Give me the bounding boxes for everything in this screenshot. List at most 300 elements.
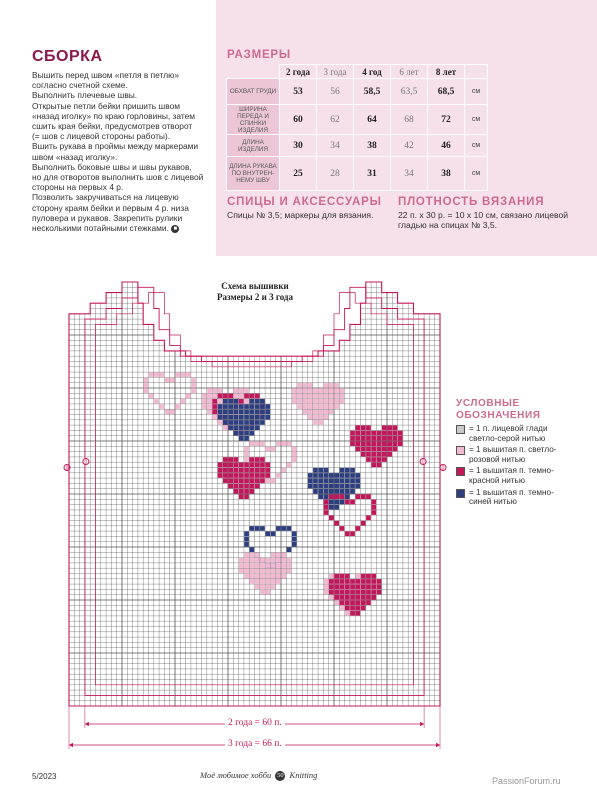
stitch-cell <box>313 404 318 409</box>
stitch-cell <box>250 420 255 425</box>
stitch-cell <box>255 584 260 589</box>
table-cell: 46 <box>428 135 465 157</box>
stitch-cell <box>313 399 318 404</box>
stitch-cell <box>345 606 350 611</box>
needles-title: СПИЦЫ И АКСЕССУАРЫ <box>227 196 382 208</box>
stitch-cell <box>356 473 361 478</box>
stitch-cell <box>244 436 249 441</box>
stitch-cell <box>281 553 286 558</box>
stitch-cell <box>340 579 345 584</box>
stitch-cell <box>324 489 329 494</box>
stitch-cell <box>292 447 297 452</box>
stitch-cell <box>250 558 255 563</box>
stitch-cell <box>255 468 260 473</box>
stitch-cell <box>255 420 260 425</box>
stitch-cell <box>223 468 228 473</box>
stitch-cell <box>303 404 308 409</box>
stitch-cell <box>271 574 276 579</box>
stitch-cell <box>382 431 387 436</box>
stitch-cell <box>345 600 350 605</box>
stitch-cell <box>345 590 350 595</box>
stitch-cell <box>218 388 223 393</box>
stitch-cell <box>387 447 392 452</box>
stitch-cell <box>334 404 339 409</box>
stitch-cell <box>239 478 244 483</box>
stitch-cell <box>239 563 244 568</box>
stitch-cell <box>297 383 302 388</box>
stitch-cell <box>371 510 376 515</box>
stitch-cell <box>345 579 350 584</box>
legend-swatch <box>456 446 465 455</box>
stitch-cell <box>334 399 339 404</box>
stitch-cell <box>340 394 345 399</box>
stitch-cell <box>366 425 371 430</box>
stitch-cell <box>265 447 270 452</box>
stitch-cell <box>281 468 286 473</box>
assembly-line: Вышить перед швом «петля в петлю» <box>32 70 180 80</box>
stitch-cell <box>244 494 249 499</box>
stitch-cell <box>297 399 302 404</box>
stitch-cell <box>334 388 339 393</box>
stitch-cell <box>260 478 265 483</box>
stitch-cell <box>303 388 308 393</box>
stitch-cell <box>191 388 196 393</box>
legend-text: = 1 п. лицевой глади <box>469 424 548 433</box>
stitch-cell <box>292 537 297 542</box>
stitch-cell <box>334 600 339 605</box>
legend-swatch <box>456 467 465 476</box>
stitch-cell <box>345 478 350 483</box>
stitch-cell <box>154 399 159 404</box>
stitch-cell <box>271 558 276 563</box>
legend-text: = 1 вышитая п. светло- <box>469 445 557 455</box>
stitch-cell <box>393 436 398 441</box>
stitch-cell <box>218 415 223 420</box>
stitch-cell <box>271 584 276 589</box>
stitch-cell <box>255 394 260 399</box>
assembly-line: Позволить закручиваться на лицевую <box>32 192 179 203</box>
stitch-cell <box>265 404 270 409</box>
stitch-cell <box>329 394 334 399</box>
stitch-cell <box>223 394 228 399</box>
stitch-cell <box>250 431 255 436</box>
stitch-cell <box>271 553 276 558</box>
stitch-cell <box>255 579 260 584</box>
stitch-cell <box>292 394 297 399</box>
stitch-cell <box>250 415 255 420</box>
stitch-cell <box>387 431 392 436</box>
stitch-cell <box>260 563 265 568</box>
stitch-cell <box>223 478 228 483</box>
stitch-cell <box>356 590 361 595</box>
stitch-cell <box>244 468 249 473</box>
stitch-cell <box>387 441 392 446</box>
stitch-cell <box>371 457 376 462</box>
dimension-3-years: 3 года = 66 п. <box>225 739 285 749</box>
stitch-cell <box>371 431 376 436</box>
stitch-cell <box>329 584 334 589</box>
stitch-cell <box>149 372 154 377</box>
stitch-cell <box>324 394 329 399</box>
stitch-cell <box>281 526 286 531</box>
stitch-cell <box>356 579 361 584</box>
stitch-cell <box>260 584 265 589</box>
stitch-cell <box>313 478 318 483</box>
stitch-cell <box>244 484 249 489</box>
stitch-cell <box>212 410 217 415</box>
stitch-cell <box>212 399 217 404</box>
stitch-cell <box>265 590 270 595</box>
stitch-cell <box>340 606 345 611</box>
stitch-cell <box>318 388 323 393</box>
magazine-name: Моё любимое хобби <box>200 770 272 780</box>
stitch-cell <box>239 404 244 409</box>
stitch-cell <box>350 484 355 489</box>
stitch-cell <box>324 484 329 489</box>
stitch-cell <box>361 452 366 457</box>
stitch-cell <box>244 537 249 542</box>
stitch-cell <box>345 468 350 473</box>
stitch-cell <box>318 473 323 478</box>
stitch-cell <box>228 478 233 483</box>
stitch-cell <box>334 521 339 526</box>
stitch-cell <box>250 468 255 473</box>
stitch-cell <box>244 553 249 558</box>
unit-cell: см <box>465 157 488 191</box>
stitch-cell <box>377 579 382 584</box>
stitch-cell <box>308 404 313 409</box>
stitch-cell <box>377 441 382 446</box>
stitch-cell <box>329 473 334 478</box>
stitch-cell <box>329 500 334 505</box>
table-cell: 68 <box>391 105 428 135</box>
stitch-cell <box>265 410 270 415</box>
legend-text: светло-серой нитью <box>469 433 546 443</box>
stitch-cell <box>260 574 265 579</box>
stitch-cell <box>207 410 212 415</box>
stitch-cell <box>329 574 334 579</box>
table-cell: 68,5 <box>428 79 465 105</box>
stitch-cell <box>250 404 255 409</box>
stitch-cell <box>361 574 366 579</box>
stitch-cell <box>212 394 217 399</box>
stitch-cell <box>356 441 361 446</box>
assembly-line: Выполнить боковые швы и швы рукавов, <box>32 161 192 172</box>
stitch-cell <box>324 500 329 505</box>
stitch-cell <box>271 447 276 452</box>
legend-title-1: УСЛОВНЫЕ <box>456 398 520 409</box>
stitch-cell <box>159 372 164 377</box>
stitch-cell <box>255 463 260 468</box>
stitch-cell <box>318 420 323 425</box>
stitch-cell <box>350 579 355 584</box>
stitch-cell <box>318 494 323 499</box>
stitch-cell <box>387 425 392 430</box>
stitch-cell <box>324 399 329 404</box>
stitch-cell <box>234 431 239 436</box>
dimension-arrow-icon <box>85 722 89 726</box>
stitch-cell <box>260 590 265 595</box>
table-cell: 38 <box>428 157 465 191</box>
stitch-cell <box>371 579 376 584</box>
stitch-cell <box>244 404 249 409</box>
stitch-cell <box>276 553 281 558</box>
stitch-cell <box>260 415 265 420</box>
stitch-cell <box>361 606 366 611</box>
stitch-cell <box>393 447 398 452</box>
table-cell: 58,5 <box>354 79 391 105</box>
stitch-cell <box>345 574 350 579</box>
stitch-cell <box>361 600 366 605</box>
row-label: ОБХВАТ ГРУДИ <box>227 79 280 105</box>
size-column-header: 3 года <box>317 65 354 79</box>
stitch-cell <box>361 521 366 526</box>
stitch-cell <box>350 595 355 600</box>
side-marker-label: 0 <box>84 459 88 466</box>
stitch-cell <box>250 394 255 399</box>
stitch-cell <box>366 590 371 595</box>
stitch-cell <box>223 410 228 415</box>
stitch-cell <box>308 410 313 415</box>
stitch-cell <box>234 425 239 430</box>
stitch-cell <box>255 404 260 409</box>
stitch-cell <box>223 425 228 430</box>
gauge-line-1: 22 п. х 30 р. = 10 х 10 см, связано лицевой <box>398 210 569 220</box>
stitch-cell <box>207 394 212 399</box>
stitch-cell <box>250 478 255 483</box>
size-column-header: 4 год <box>354 65 391 79</box>
stitch-cell <box>308 478 313 483</box>
stitch-cell <box>228 457 233 462</box>
end-mark-icon: ■ <box>171 225 179 233</box>
stitch-cell <box>324 584 329 589</box>
unit-cell: см <box>465 79 488 105</box>
stitch-cell <box>366 447 371 452</box>
section-name: Knitting <box>289 770 318 780</box>
stitch-cell <box>144 388 149 393</box>
stitch-cell <box>265 415 270 420</box>
stitch-cell <box>292 388 297 393</box>
table-cell: 34 <box>317 135 354 157</box>
size-column-header: 2 года <box>280 65 317 79</box>
stitch-cell <box>281 558 286 563</box>
stitch-cell <box>334 478 339 483</box>
stitch-cell <box>265 468 270 473</box>
stitch-cell <box>371 447 376 452</box>
stitch-cell <box>260 410 265 415</box>
stitch-cell <box>255 563 260 568</box>
stitch-cell <box>239 489 244 494</box>
stitch-cell <box>144 378 149 383</box>
stitch-cell <box>234 415 239 420</box>
stitch-cell <box>228 415 233 420</box>
stitch-cell <box>366 595 371 600</box>
stitch-cell <box>377 457 382 462</box>
stitch-cell <box>281 574 286 579</box>
stitch-cell <box>244 415 249 420</box>
stitch-cell <box>350 436 355 441</box>
stitch-cell <box>271 579 276 584</box>
stitch-cell <box>228 404 233 409</box>
stitch-cell <box>255 478 260 483</box>
assembly-line: (= шов с лицевой стороны работы). <box>32 131 171 142</box>
stitch-cell <box>271 531 276 536</box>
stitch-cell <box>334 489 339 494</box>
stitch-cell <box>345 500 350 505</box>
stitch-cell <box>175 372 180 377</box>
stitch-cell <box>303 410 308 415</box>
stitch-cell <box>202 404 207 409</box>
stitch-cell <box>350 584 355 589</box>
stitch-cell <box>313 468 318 473</box>
table-cell: 63,5 <box>391 79 428 105</box>
stitch-cell <box>218 404 223 409</box>
stitch-cell <box>313 415 318 420</box>
stitch-cell <box>191 383 196 388</box>
stitch-cell <box>244 569 249 574</box>
stitch-cell <box>234 489 239 494</box>
stitch-cell <box>356 595 361 600</box>
legend-item <box>456 424 591 443</box>
stitch-cell <box>350 441 355 446</box>
stitch-cell <box>250 489 255 494</box>
assembly-line: швом «назад иголку». <box>32 151 118 162</box>
stitch-cell <box>218 463 223 468</box>
stitch-cell <box>239 415 244 420</box>
stitch-cell <box>218 468 223 473</box>
stitch-cell <box>334 579 339 584</box>
legend-text: синей нитью <box>469 497 517 507</box>
assembly-line: пуловера и рукавов. Закрепить рулики <box>32 212 183 223</box>
stitch-cell <box>361 590 366 595</box>
dimension-arrow-icon <box>420 722 424 726</box>
stitch-cell <box>255 484 260 489</box>
table-cell: 30 <box>280 135 317 157</box>
legend-swatch <box>456 425 465 434</box>
stitch-cell <box>313 388 318 393</box>
stitch-cell <box>350 489 355 494</box>
stitch-cell <box>239 494 244 499</box>
stitch-cell <box>350 500 355 505</box>
stitch-cell <box>371 436 376 441</box>
legend-item <box>456 466 591 485</box>
stitch-cell <box>239 484 244 489</box>
stitch-cell <box>292 399 297 404</box>
stitch-cell <box>340 590 345 595</box>
stitch-cell <box>223 404 228 409</box>
stitch-cell <box>356 431 361 436</box>
stitch-cell <box>239 394 244 399</box>
stitch-cell <box>356 478 361 483</box>
stitch-cell <box>366 436 371 441</box>
stitch-cell <box>244 563 249 568</box>
stitch-cell <box>324 505 329 510</box>
stitch-cell <box>244 452 249 457</box>
stitch-cell <box>265 531 270 536</box>
stitch-cell <box>255 574 260 579</box>
table-cell: 25 <box>280 157 317 191</box>
size-column-header: 6 лет <box>391 65 428 79</box>
stitch-cell <box>271 569 276 574</box>
stitch-cell <box>340 526 345 531</box>
stitch-cell <box>186 372 191 377</box>
stitch-cell <box>228 473 233 478</box>
stitch-cell <box>340 500 345 505</box>
table-cell: 72 <box>428 105 465 135</box>
stitch-cell <box>218 394 223 399</box>
stitch-cell <box>324 468 329 473</box>
stitch-cell <box>387 452 392 457</box>
stitch-cell <box>350 600 355 605</box>
table-cell: 28 <box>317 157 354 191</box>
stitch-cell <box>255 441 260 446</box>
stitch-cell <box>265 478 270 483</box>
stitch-cell <box>260 558 265 563</box>
assembly-line: Выполнить плечевые швы. <box>32 90 138 101</box>
stitch-cell <box>313 473 318 478</box>
stitch-cell <box>334 590 339 595</box>
stitch-cell <box>345 473 350 478</box>
chart-grid <box>69 282 440 706</box>
stitch-cell <box>382 447 387 452</box>
legend-item <box>456 488 591 507</box>
stitch-cell <box>318 489 323 494</box>
stitch-cell <box>265 579 270 584</box>
stitch-cell <box>334 500 339 505</box>
stitch-cell <box>170 410 175 415</box>
stitch-cell <box>255 410 260 415</box>
stitch-cell <box>356 447 361 452</box>
stitch-cell <box>340 494 345 499</box>
stitch-cell <box>329 478 334 483</box>
stitch-cell <box>356 494 361 499</box>
assembly-line: сторону краям бейки и первым 4 р. низа <box>32 202 189 213</box>
gauge-line-2: гладью на спицах № 3,5. <box>398 220 498 230</box>
stitch-cell <box>250 547 255 552</box>
stitch-cell <box>308 394 313 399</box>
stitch-cell <box>250 553 255 558</box>
stitch-cell <box>260 463 265 468</box>
stitch-cell <box>340 584 345 589</box>
stitch-cell <box>340 388 345 393</box>
stitch-cell <box>329 404 334 409</box>
stitch-cell <box>324 415 329 420</box>
stitch-cell <box>244 542 249 547</box>
stitch-cell <box>350 431 355 436</box>
stitch-cell <box>313 484 318 489</box>
stitch-cell <box>186 394 191 399</box>
assembly-line: согласно счетной схеме. <box>32 80 128 91</box>
stitch-cell <box>382 452 387 457</box>
stitch-cell <box>149 394 154 399</box>
unit-cell: см <box>465 135 488 157</box>
stitch-cell <box>318 410 323 415</box>
stitch-cell <box>287 463 292 468</box>
stitch-cell <box>234 388 239 393</box>
page-number: 50 <box>277 772 284 780</box>
stitch-cell <box>366 452 371 457</box>
stitch-cell <box>340 595 345 600</box>
stitch-cell <box>329 410 334 415</box>
stitch-cell <box>340 600 345 605</box>
size-column-header: 8 лет <box>428 65 465 79</box>
stitch-cell <box>250 463 255 468</box>
legend-text: = 1 вышитая п. темно- <box>469 466 554 476</box>
stitch-cell <box>329 494 334 499</box>
stitch-cell <box>228 410 233 415</box>
stitch-cell <box>239 388 244 393</box>
row-label: ШИРИНА ПЕРЕДА И СПИНКИ ИЗДЕЛИЯ <box>227 105 280 135</box>
